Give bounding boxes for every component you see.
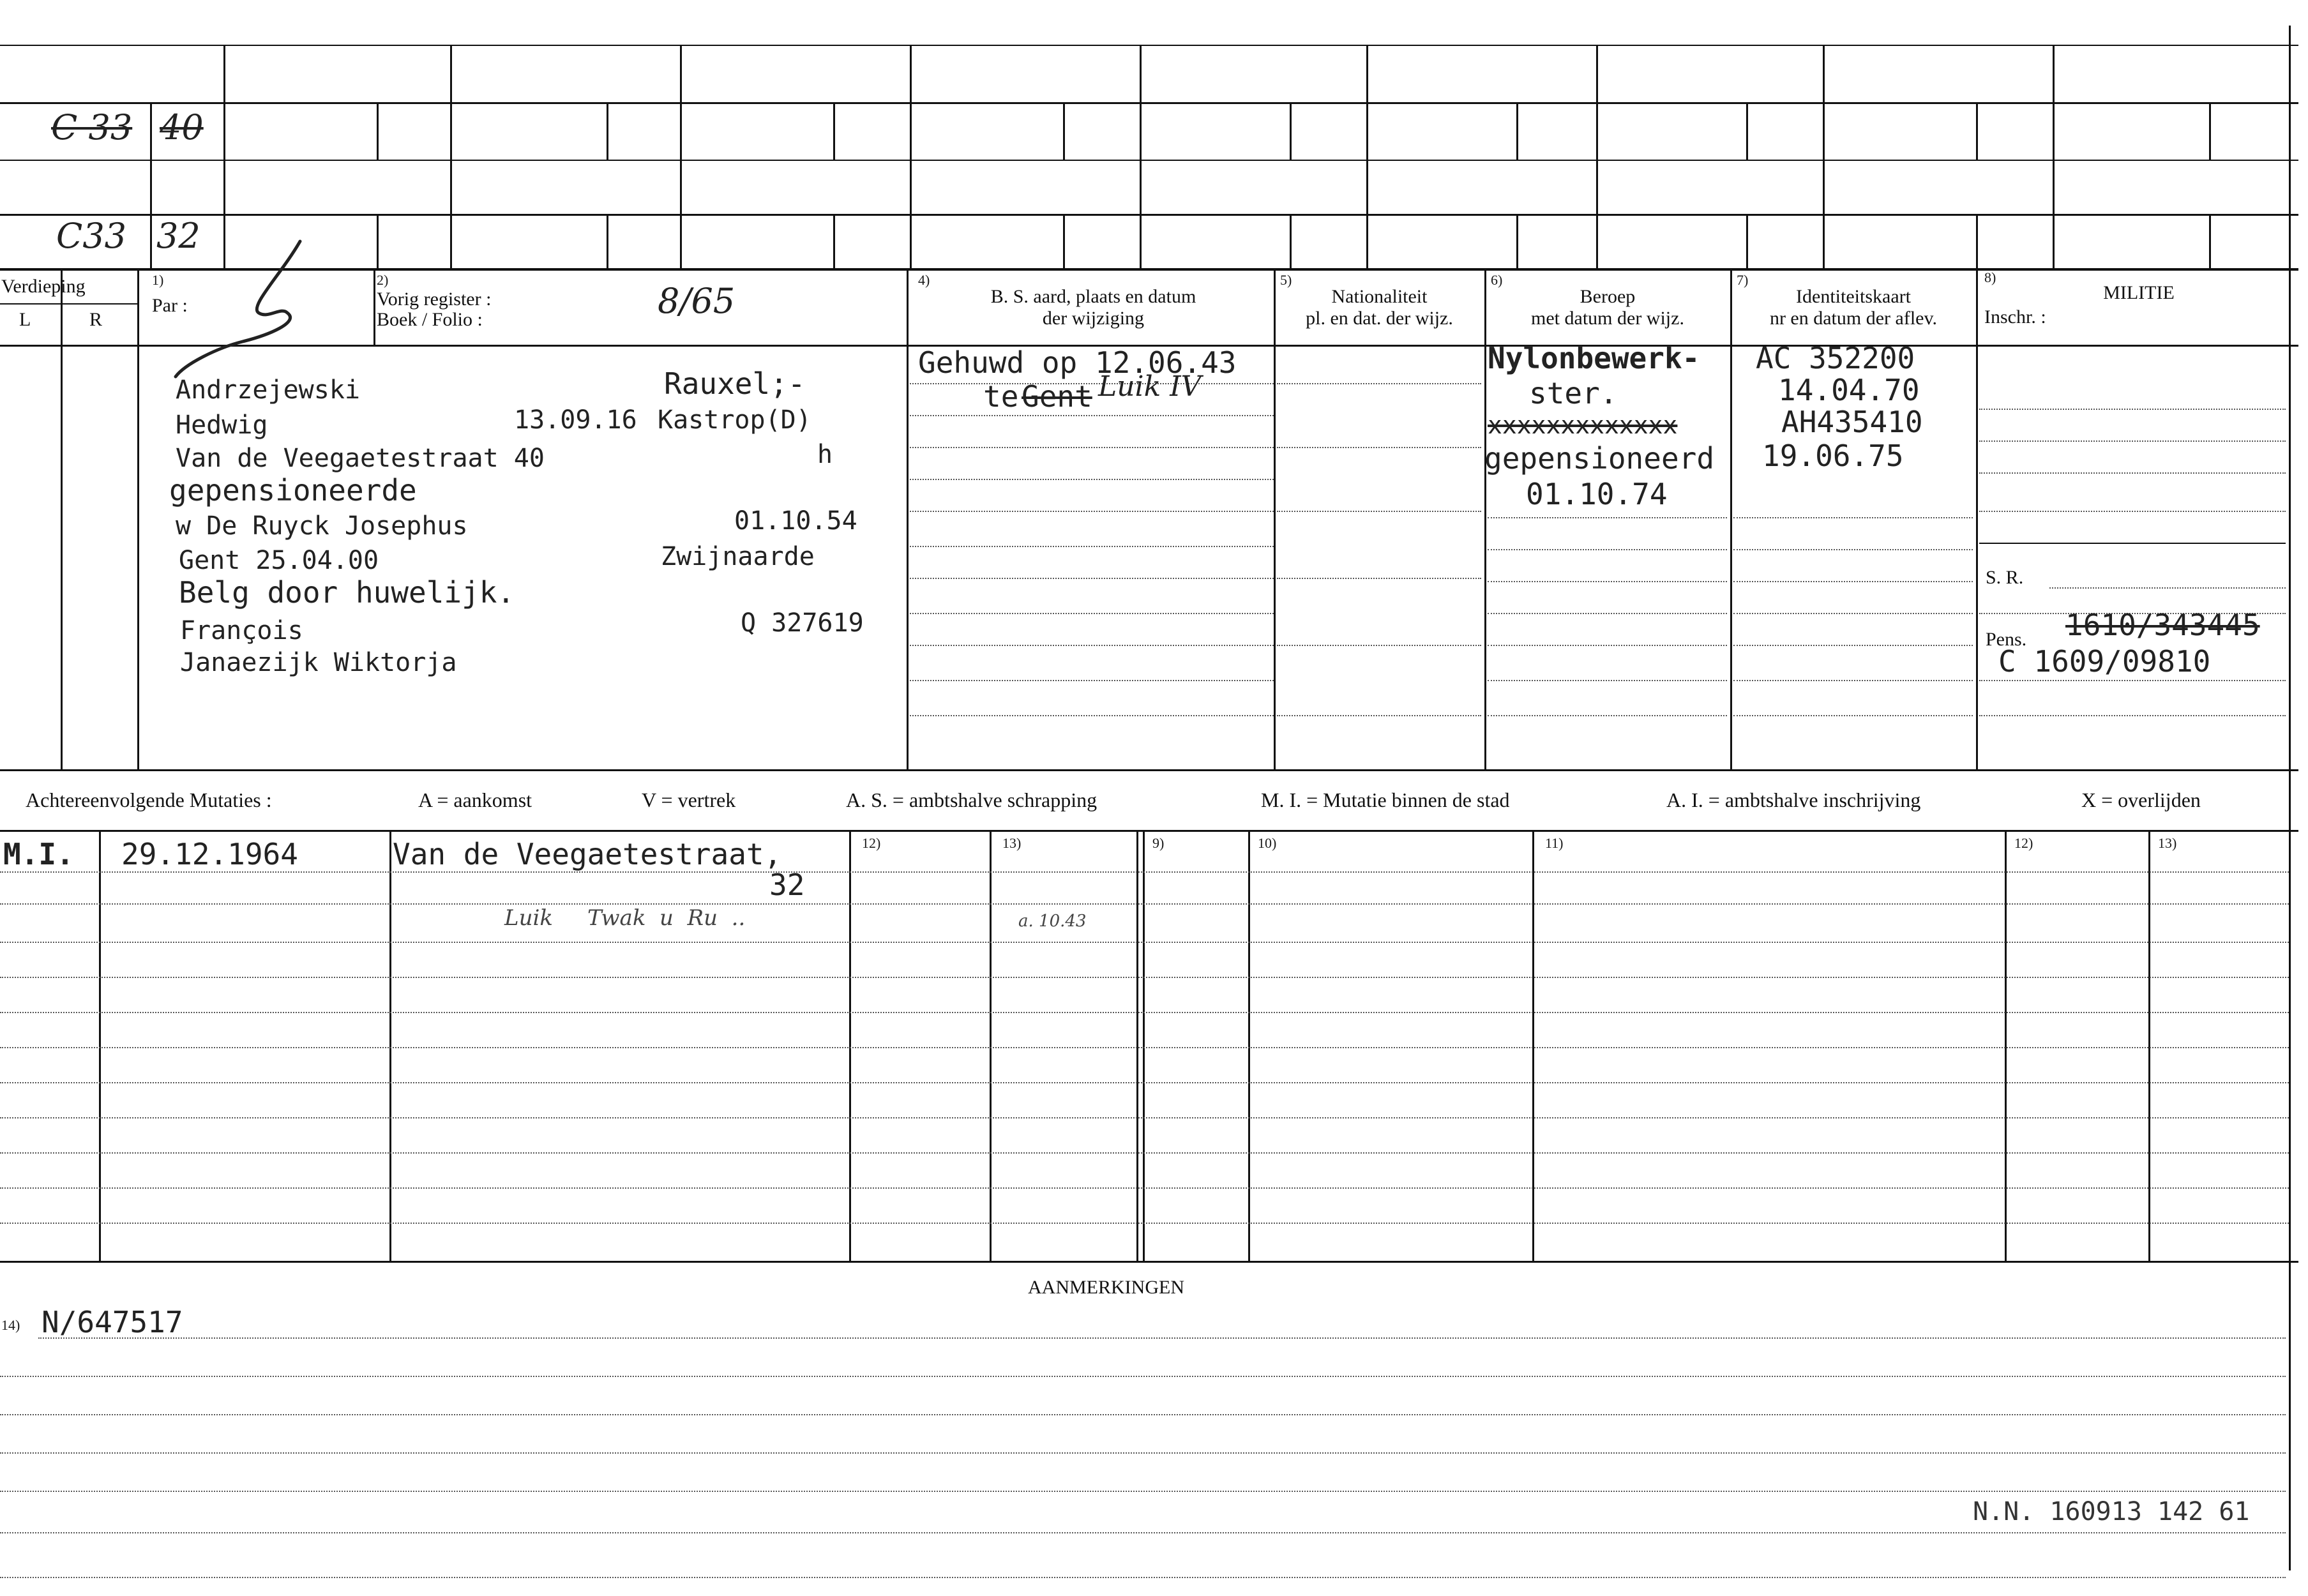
occupation-line3-struck: xxxxxxxxxxxxx: [1488, 411, 1678, 439]
person-first-name: Hedwig: [176, 410, 268, 440]
legend-title: Achtereenvolgende Mutaties :: [26, 788, 272, 811]
person-spouse-place: Zwijnaarde: [661, 542, 815, 571]
id-sup: 7): [1737, 272, 1749, 288]
identity-line2: 14.04.70: [1778, 373, 1920, 407]
civil-status-line1: Gehuwd op 12.06.43: [918, 345, 1237, 380]
beroep-label-2: met datum der wijz.: [1531, 308, 1684, 329]
par-sup: 1): [152, 272, 164, 288]
person-nationality-note: Belg door huwelijk.: [179, 575, 515, 610]
mut-col-10: 10): [1258, 835, 1277, 851]
person-birth-date: 13.09.16: [514, 405, 637, 435]
civil-status-line2-prefix: te: [983, 379, 1019, 414]
remarks-title: AANMERKINGEN: [1028, 1277, 1184, 1298]
sr-label: S. R.: [1986, 567, 2024, 588]
legend-mi: M. I. = Mutatie binnen de stad: [1261, 788, 1510, 811]
par-signature: [172, 236, 326, 383]
person-ref-number: Q 327619: [741, 608, 864, 638]
legend-as: A. S. = ambtshalve schrapping: [846, 788, 1097, 811]
occupation-line5: 01.10.74: [1526, 477, 1668, 511]
verdieping-label: Verdieping: [1, 276, 86, 297]
par-label: Par :: [152, 295, 188, 316]
bs-label-2: der wijziging: [1042, 308, 1145, 329]
col-r-label: R: [89, 309, 103, 330]
mutation-hand-note: Luik Twak u Ru ..: [504, 905, 746, 931]
person-surname: Andrzejewski: [176, 375, 360, 405]
footer-code: N.N. 160913 142 61: [1973, 1497, 2250, 1526]
pens-label: Pens.: [1986, 629, 2027, 650]
nat-label-2: pl. en dat. der wijz.: [1306, 308, 1453, 329]
mil-sup: 8): [1984, 269, 1996, 285]
id-label-2: nr en datum der aflev.: [1769, 308, 1938, 329]
nat-sup: 5): [1280, 272, 1292, 288]
remarks-sup: 14): [1, 1317, 20, 1333]
mutation-hand-date: a. 10.43: [1018, 912, 1087, 931]
beroep-sup: 6): [1491, 272, 1503, 288]
legend-ai: A. I. = ambtshalve inschrijving: [1666, 788, 1921, 811]
person-street-suffix: h: [817, 440, 833, 469]
mutation-date: 29.12.1964: [121, 837, 298, 871]
identity-line3: AH435410: [1781, 405, 1923, 439]
vorig-sup: 2): [377, 272, 389, 288]
person-birth-place-1: Rauxel;-: [664, 366, 806, 401]
register-row1-number: 40: [160, 107, 204, 147]
identity-line4: 19.06.75: [1762, 439, 1904, 473]
boek-label: Boek / Folio :: [377, 309, 483, 330]
occupation-line4: gepensioneerd: [1484, 441, 1715, 476]
person-spouse-birth: Gent 25.04.00: [179, 546, 379, 575]
mutation-address-2: 32: [769, 868, 805, 902]
legend-a: A = aankomst: [418, 788, 532, 811]
beroep-label-1: Beroep: [1580, 286, 1636, 307]
person-spouse-date: 01.10.54: [734, 506, 857, 536]
person-status: gepensioneerde: [169, 473, 417, 508]
bs-label-1: B. S. aard, plaats en datum: [990, 286, 1196, 307]
mut-col-11: 11): [1545, 835, 1564, 851]
person-birth-place-2: Kastrop(D): [658, 405, 811, 435]
legend-v: V = vertrek: [642, 788, 736, 811]
person-mother: Janaezijk Wiktorja: [180, 648, 457, 677]
pens-struck: 1610/343445: [2065, 608, 2260, 642]
pens-value: C 1609/09810: [1998, 644, 2211, 679]
legend-x: X = overlijden: [2081, 788, 2201, 811]
bs-sup: 4): [918, 272, 930, 288]
occupation-line1: Nylonbewerk-: [1488, 341, 1700, 375]
nat-label-1: Nationaliteit: [1331, 286, 1428, 307]
occupation-line2: ster.: [1529, 376, 1618, 410]
id-label-1: Identiteitskaart: [1796, 286, 1911, 307]
person-father: François: [180, 616, 303, 645]
col-l-label: L: [19, 309, 31, 330]
mut-col-12b: 12): [2014, 835, 2033, 851]
civil-status-line2-struck: Gent: [1022, 379, 1092, 414]
mut-col-13b: 13): [2158, 835, 2177, 851]
register-row2-code: C33: [56, 216, 127, 256]
vorig-label: Vorig register :: [377, 289, 492, 310]
civil-status-line2-hand: Luik IV: [1098, 370, 1202, 403]
identity-line1: AC 352200: [1756, 341, 1915, 375]
vorig-value: 8/65: [658, 281, 735, 321]
inschr-label: Inschr. :: [1984, 306, 2046, 327]
person-street: Van de Veegaetestraat 40: [176, 444, 545, 473]
militie-label: MILITIE: [2103, 282, 2175, 303]
mutation-address-1: Van de Veegaetestraat,: [393, 837, 782, 871]
remarks-value: N/647517: [41, 1305, 183, 1339]
person-spouse: w De Ruyck Josephus: [176, 511, 468, 541]
register-row2-number: 32: [156, 216, 200, 256]
mutation-type: M.I.: [3, 837, 74, 871]
mut-col-13a: 13): [1002, 835, 1022, 851]
mut-col-12a: 12): [862, 835, 881, 851]
register-row1-code: C 33: [51, 107, 133, 147]
mut-col-9: 9): [1152, 835, 1165, 851]
